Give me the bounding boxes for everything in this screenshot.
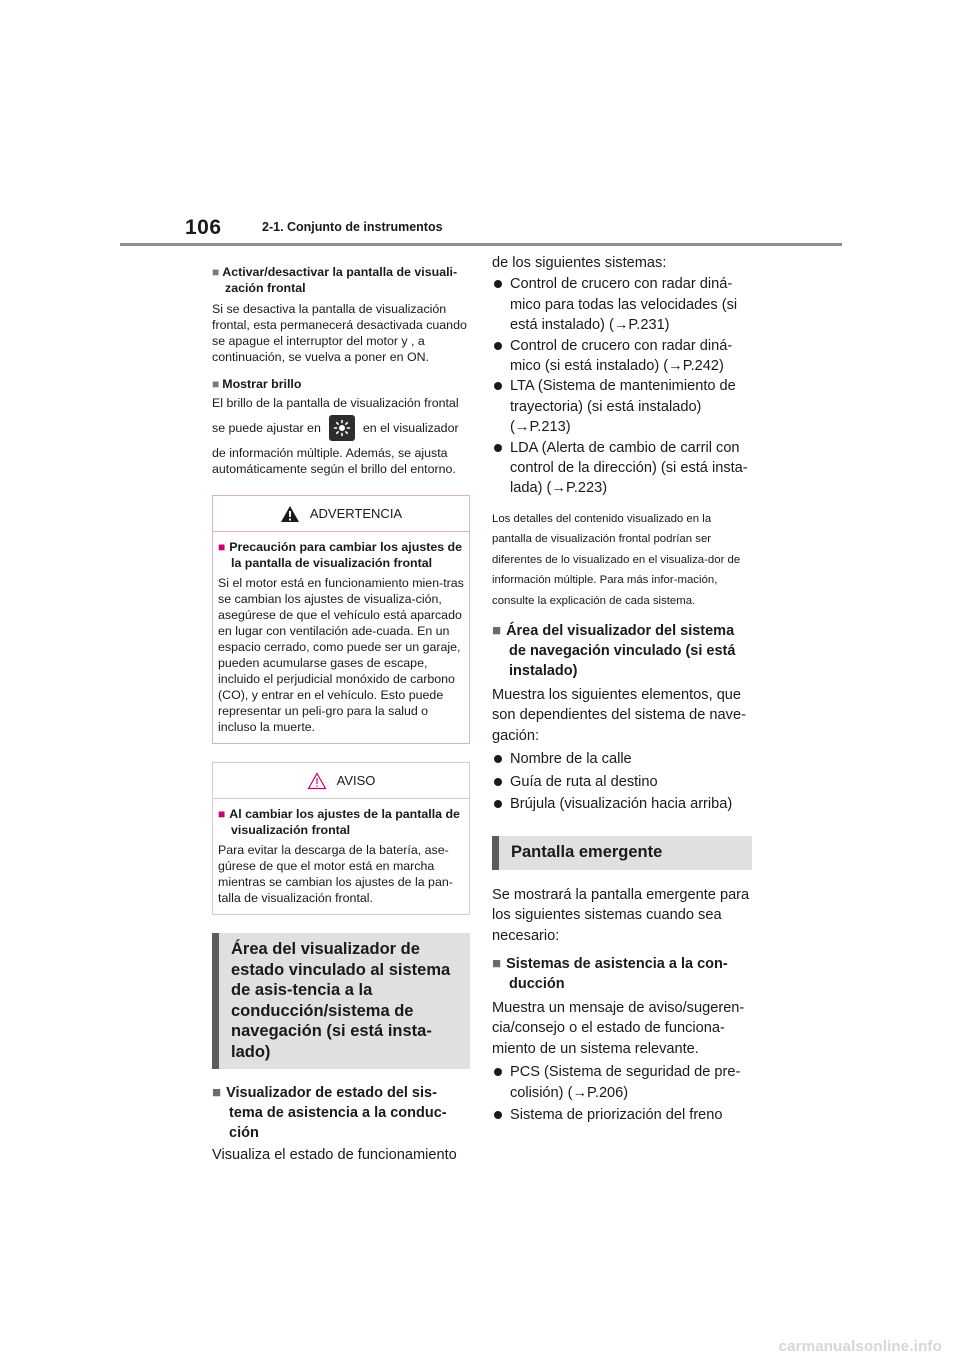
square-bullet-icon: ■ [212,265,220,279]
status-display-body: Visualiza el estado de funcionamiento [212,1147,457,1163]
square-bullet-icon: ■ [218,540,226,554]
caution-triangle-icon [307,772,327,790]
notice-heading: ■ Al cambiar los ajustes de la pantalla de visualización frontal [218,807,460,837]
header-rule [120,243,842,246]
warning-box [212,495,470,744]
list-item: LTA (Sistema de mantenimiento de trayectoria) (si está instalado) (→P.213) [492,376,752,437]
notice-header [213,763,469,799]
warning-triangle-icon [280,505,300,523]
status-display-block [212,1083,470,1165]
square-bullet-icon: ■ [212,377,220,391]
nav-body: Muestra los siguientes elementos, que son dependientes del sistema de nave-gación: [492,686,746,744]
left-column [212,264,470,1165]
watermark: carmanualsonline.info [778,1338,942,1355]
brightness-line2: se puede ajustar en en el visualizador [212,415,470,441]
brightness-line1: El brillo de la pantalla de visualización frontal [212,396,459,410]
warning-title: ADVERTENCIA [309,506,403,521]
brightness-settings-icon [329,415,355,441]
assist-body: Muestra un mensaje de aviso/sugeren-cia/consejo o el estado de funciona-miento de un sistema relevante. [492,1000,745,1057]
square-bullet-icon: ■ [492,621,502,639]
list-item: Nombre de la calle [492,749,752,769]
nav-heading: ■ Área del visualizador del sistema de navegación vinculado (si está instalado) [492,621,736,679]
systems-list [492,274,752,498]
list-item: Sistema de priorización del freno [492,1105,752,1125]
nav-block [492,621,752,814]
list-item: Brújula (visualización hacia arriba) [492,794,752,814]
notice-box [212,762,470,915]
right-column [492,253,752,1126]
assist-list [492,1062,752,1125]
status-area-banner: Área del visualizador de estado vinculado al sistema de asis-tencia a la conducción/sistema de navegación (si está insta-lado) [212,933,470,1069]
list-item: LDA (Alerta de cambio de carril con control de la dirección) (si está insta-lada) (→P.223) [492,438,752,499]
systems-intro: de los siguientes sistemas: [492,255,667,271]
notice-body: Para evitar la descarga de la batería, ase-gúrese de que el motor está en marcha mientras se cambian los ajustes de la pan-talla de visualización frontal. [218,843,453,905]
nav-list [492,749,752,814]
hud-toggle-block [212,264,470,365]
assist-heading: ■ Sistemas de asistencia a la con-ducción [492,955,728,993]
list-item: Control de crucero con radar diná-mico para todas las velocidades (si está instalado) (→P.231) [492,274,752,335]
display-note: Los detalles del contenido visualizado en la pantalla de visualización frontal podrían ser diferentes de lo visualizado en el visualiza-dor de información múltiple. Para más infor-mación, consulte la explicación de cada sistema. [492,512,741,607]
brightness-line3: de información múltiple. Además, se ajusta automáticamente según el brillo del entorno. [212,446,456,476]
square-bullet-icon: ■ [492,955,502,973]
list-item: PCS (Sistema de seguridad de pre-colisión) (→P.206) [492,1062,752,1103]
page-number: 106 [185,216,222,239]
brightness-heading: ■ Mostrar brillo [212,377,302,391]
square-bullet-icon: ■ [218,807,226,821]
assist-block [492,954,752,1125]
brightness-block [212,376,470,477]
hud-toggle-heading: ■ Activar/desactivar la pantalla de visuali-zación frontal [212,265,458,295]
warning-body: Si el motor está en funcionamiento mien-tras se cambian los ajustes de visualiza-ción, asegúrese de que el vehículo está aparcado en lugar con ventilación ade-cuada. En un espacio cerrado, como puede ser un garaje, pueden acumularse gases de escape, incluido el perjudicial monóxido de carbono (CO), y entrar en el vehículo. Esto puede representar un peli-gro para la salud o incluso la muerte. [218,576,464,734]
list-item: Guía de ruta al destino [492,772,752,792]
square-bullet-icon: ■ [212,1084,222,1101]
warning-heading: ■ Precaución para cambiar los ajustes de la pantalla de visualización frontal [218,540,463,570]
list-item: Control de crucero con radar diná-mico (si está instalado) (→P.242) [492,336,752,377]
popup-banner: Pantalla emergente [492,836,752,870]
status-display-heading: ■ Visualizador de estado del sis-tema de asistencia a la conduc-ción [212,1084,447,1141]
warning-header [213,496,469,532]
hud-toggle-body: Si se desactiva la pantalla de visualización frontal, esta permanecerá desactivada cuando se apague el interruptor del motor y , a continuación, se vuelva a poner en ON. [212,302,467,364]
section-title: 2-1. Conjunto de instrumentos [262,220,443,234]
popup-intro: Se mostrará la pantalla emergente para los siguientes sistemas cuando sea necesario: [492,886,750,944]
notice-title: AVISO [336,773,376,788]
